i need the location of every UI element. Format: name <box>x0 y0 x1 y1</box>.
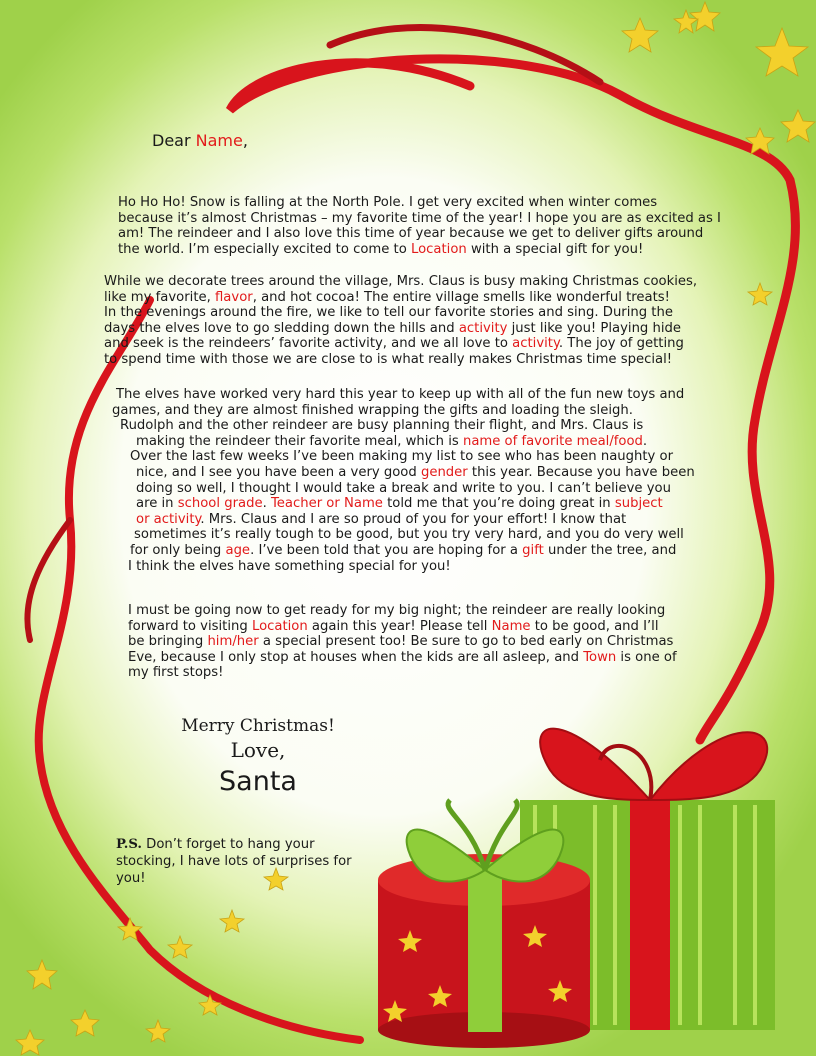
greeting: Dear Name, <box>152 131 248 150</box>
placeholder-gender: gender <box>420 464 468 480</box>
postscript <box>116 836 376 887</box>
placeholder-activity: activity <box>512 336 559 352</box>
star-icon <box>71 1010 99 1036</box>
red-present <box>378 800 590 1048</box>
star-icon <box>16 1030 44 1055</box>
ps-label: P.S. <box>116 837 142 852</box>
star-icon <box>690 2 720 31</box>
placeholder-name: Name <box>491 618 531 634</box>
placeholder-subject-cont: or activity <box>136 511 201 527</box>
love-line: Love, <box>230 738 286 762</box>
placeholder-subject: subject <box>614 496 663 512</box>
placeholder-flavor: flavor <box>215 289 253 305</box>
star-icon <box>168 936 192 958</box>
salutation: Dear <box>152 131 191 150</box>
placeholder-meal: name of favorite meal/food <box>462 433 643 449</box>
placeholder-location: Location <box>251 618 308 634</box>
placeholder-age: age <box>225 542 251 558</box>
placeholder-activity: activity <box>458 320 508 336</box>
placeholder-name: Name <box>195 131 243 150</box>
star-icon <box>622 18 658 52</box>
placeholder-town: Town <box>583 649 617 665</box>
santa-signature: Santa <box>219 766 297 797</box>
placeholder-pronoun: him/her <box>207 634 259 650</box>
merry-christmas: Merry Christmas! <box>181 716 335 736</box>
paragraph-3: The elves have worked very hard this year to keep up with all of the fun new toys and games, and they are almost finished wrapping the gifts and loading the sleigh. Rudolph and the other reindeer are busy planning their flight, and Mrs. Claus is making the reindeer their favorite meal, which is name of favorite meal/food. Over the last few weeks I’ve been making my list to see who has been naughty or nice, and I see you have been a very good gender this year. Because you have been doing so well, I thought I would take a break and write to you. I can’t believe you are in school grade. Teacher or Name told me that you’re doing great in subject or activity. Mrs. Claus and I are so proud of you for your effort! I know that sometimes it’s really tough to be good, but you try very hard, and you do very well for only being age. I’ve been told that you are hoping for a gift under the tree, and I think the elves have something special for you! <box>112 387 695 574</box>
star-icon <box>756 28 808 76</box>
paragraph-2: While we decorate trees around the village, Mrs. Claus is busy making Christmas cookies, like my favorite, flavor, and hot cocoa! The entire village smells like wonderful treats! In the evenings around the fire, we like to tell our favorite stories and sing. During the days the elves love to go sledding down the hills and activity just like you! Playing hide and seek is the reindeers’ favorite activity, and we all love to activity. The joy of getting to spend time with those we are close to is what really makes Christmas time special! <box>104 274 698 367</box>
paragraph-1: Ho Ho Ho! Snow is falling at the North Pole. I get very excited when winter comes because it’s almost Christmas – my favorite time of the year! I hope you are as excited as I am! The reindeer and I also love this time of year because we get to deliver gifts around the world. I’m especially excited to come to Location with a special gift for you! <box>118 195 721 257</box>
placeholder-school-grade: school grade <box>177 496 263 512</box>
placeholder-gift: gift <box>522 542 544 558</box>
star-icon <box>220 910 244 932</box>
star-icon <box>748 283 772 305</box>
paragraph-4: I must be going now to get ready for my big night; the reindeer are really looking forward to visiting Location again this year! Please tell Name to be good, and I’ll be bringing him/her a special present too! Be sure to go to bed early on Christmas Eve, because I only stop at houses when the kids are all asleep, and Town is one of my first stops! <box>128 603 677 681</box>
placeholder-location: Location <box>410 241 467 257</box>
star-icon <box>146 1020 170 1042</box>
ps-text: Don’t forget to hang your stocking, I have lots of surprises for you! <box>116 837 352 886</box>
placeholder-teacher: Teacher or Name <box>270 496 383 512</box>
star-icon <box>27 960 57 989</box>
star-icon <box>781 110 815 142</box>
